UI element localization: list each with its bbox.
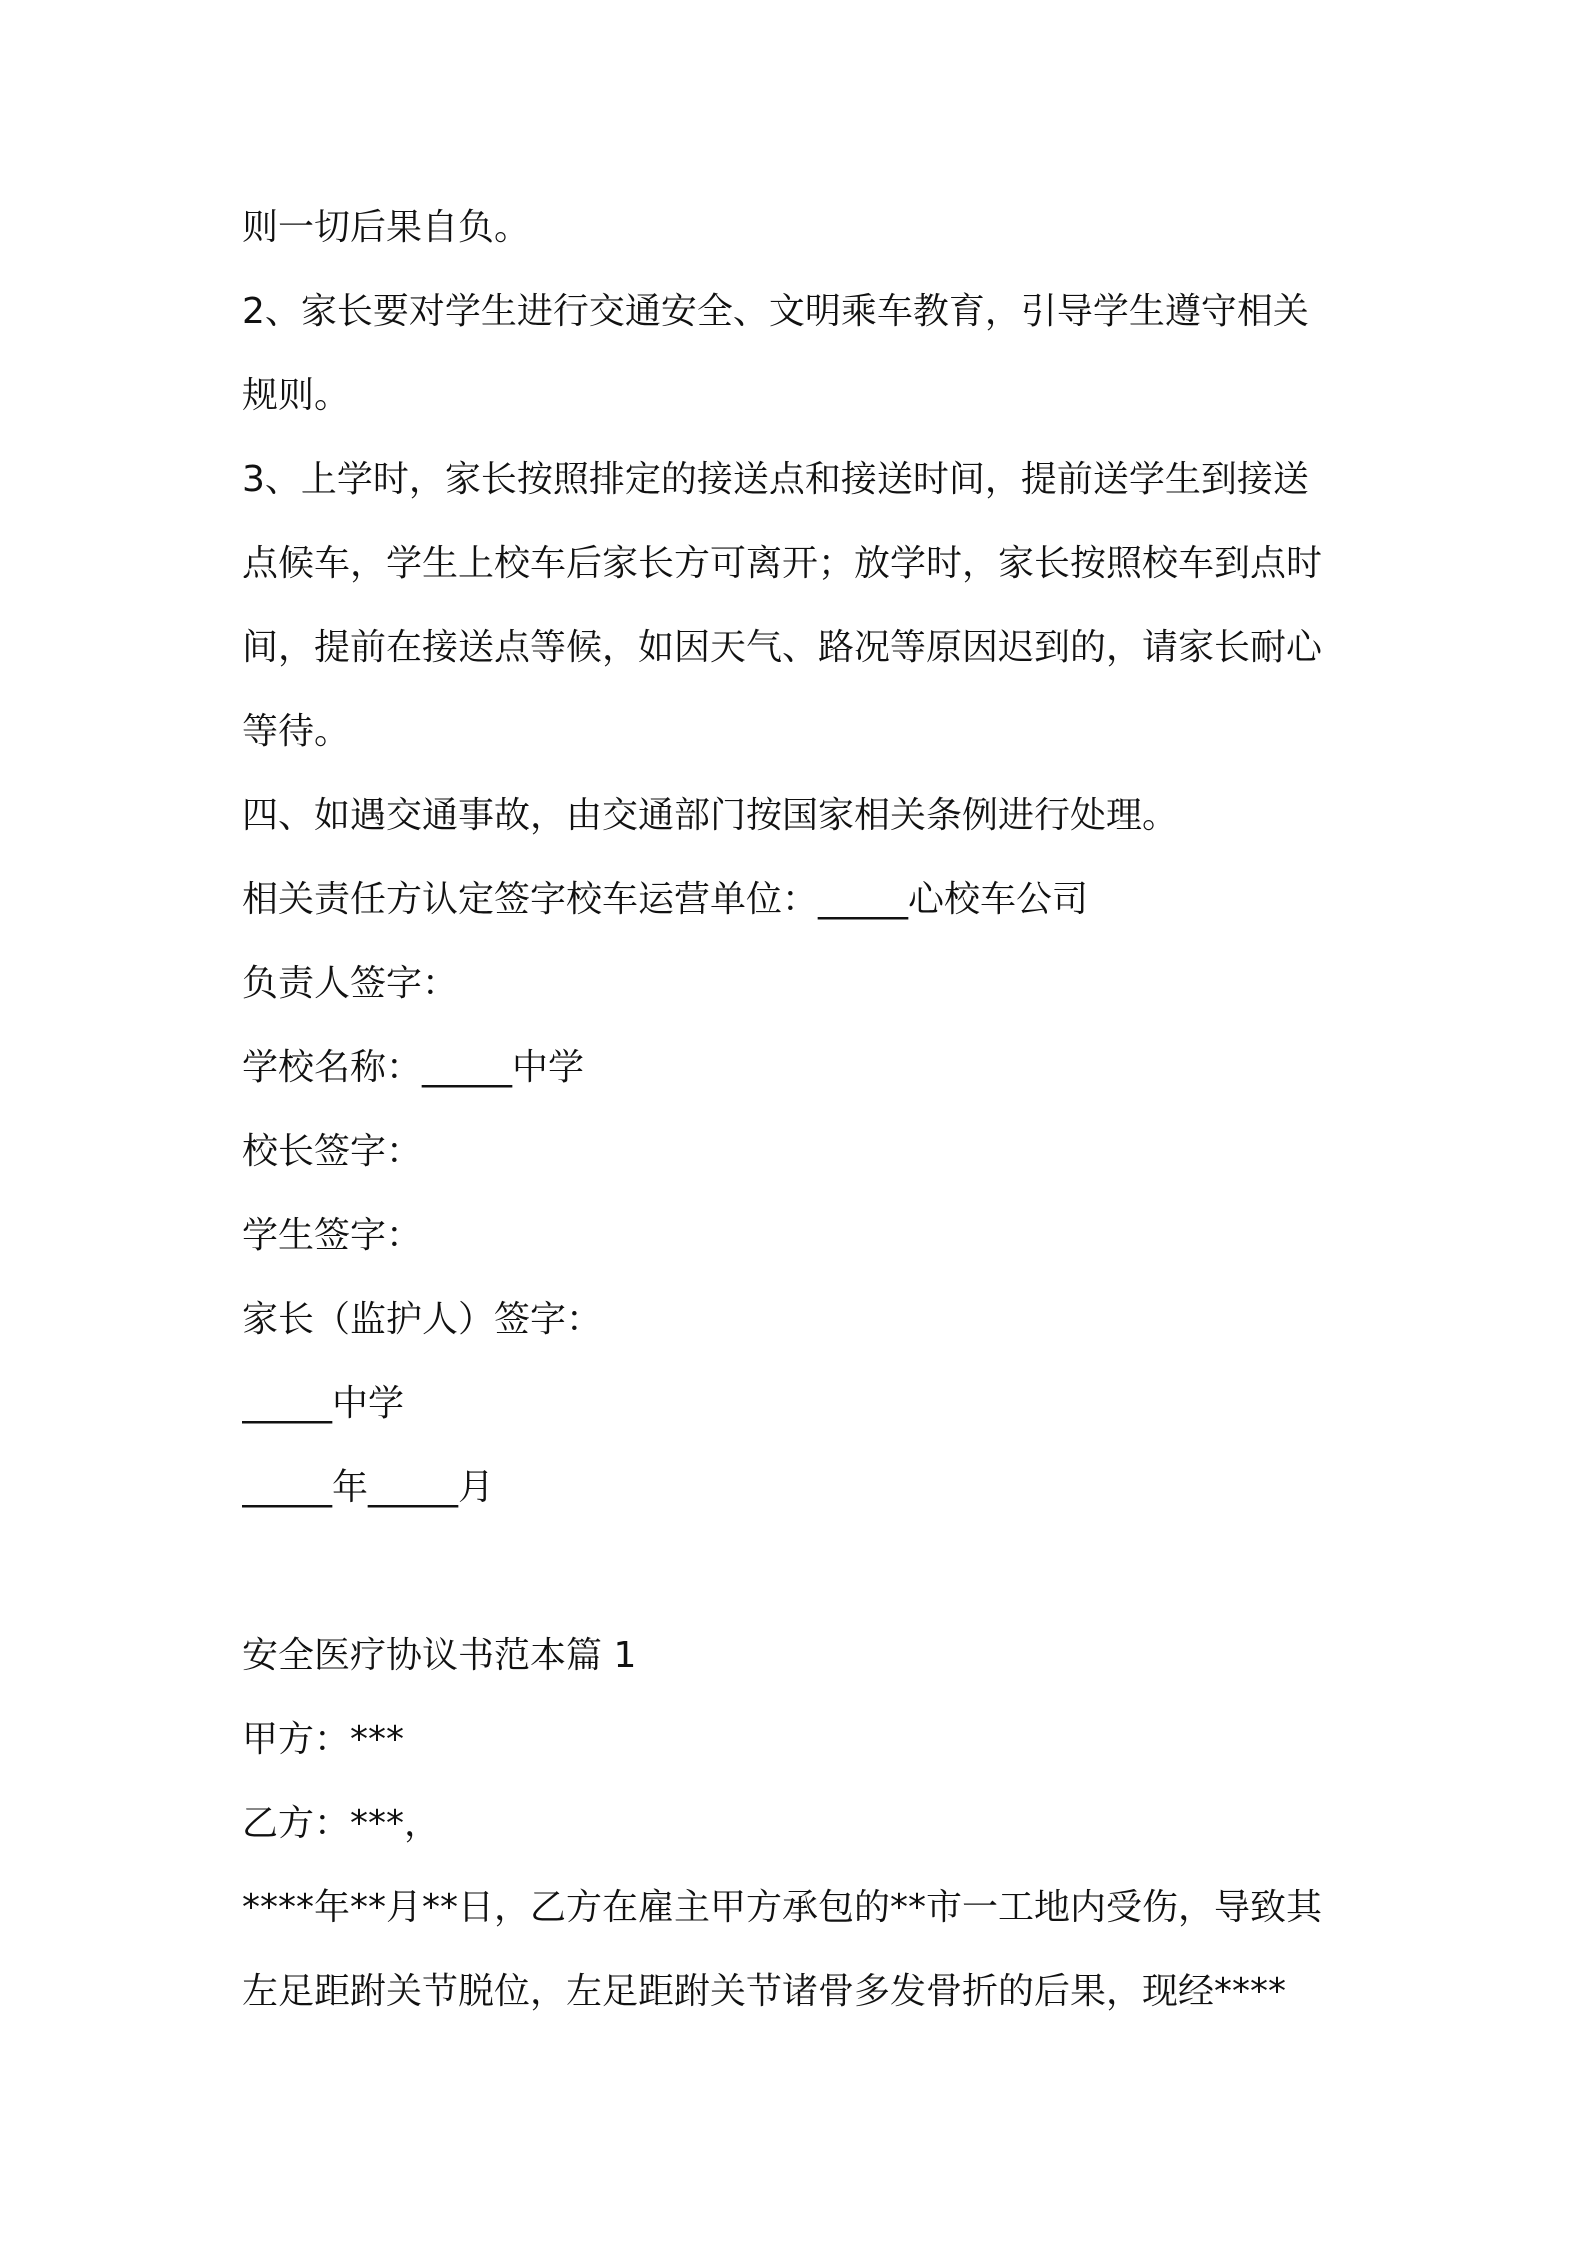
text-line-section-4: 四、如遇交通事故，由交通部门按国家相关条例进行处理。 — [242, 795, 1179, 836]
text-line-principal-signature: 校长签字： — [242, 1131, 423, 1172]
text-line-item-3-cont-3: 等待。 — [242, 711, 351, 752]
text-line-item-2-cont: 规则。 — [242, 375, 351, 416]
text-line-school-footer: _____中学 — [242, 1383, 405, 1424]
section-title: 安全医疗协议书范本篇 1 — [242, 1635, 637, 1676]
text-line-parent-signature: 家长（监护人）签字： — [242, 1299, 603, 1340]
text-line-date: _____年_____月 — [242, 1467, 495, 1508]
text-line-party-b: 乙方：***， — [242, 1803, 441, 1844]
text-line-item-3-cont-2: 间，提前在接送点等候，如因天气、路况等原因迟到的，请家长耐心 — [242, 627, 1323, 668]
text-line-item-3-cont-1: 点候车，学生上校车后家长方可离开；放学时，家长按照校车到点时 — [242, 543, 1323, 584]
text-line-incident: ****年**月**日，乙方在雇主甲方承包的**市一工地内受伤，导致其 — [242, 1887, 1323, 1928]
text-line-party-a: 甲方：*** — [242, 1719, 405, 1760]
text-line-school-name: 学校名称：_____中学 — [242, 1047, 585, 1088]
text-line-incident-cont: 左足距跗关节脱位，左足距跗关节诸骨多发骨折的后果，现经**** — [242, 1971, 1287, 2012]
text-line-item-3: 3、上学时，家长按照排定的接送点和接送时间，提前送学生到接送 — [242, 459, 1309, 500]
text-line-consequence: 则一切后果自负。 — [242, 207, 531, 248]
text-line-item-2: 2、家长要对学生进行交通安全、文明乘车教育，引导学生遵守相关 — [242, 291, 1309, 332]
text-line-operator-signature: 相关责任方认定签字校车运营单位：_____心校车公司 — [242, 879, 1089, 920]
text-line-student-signature: 学生签字： — [242, 1215, 423, 1256]
text-line-responsible-signature: 负责人签字： — [242, 963, 459, 1004]
